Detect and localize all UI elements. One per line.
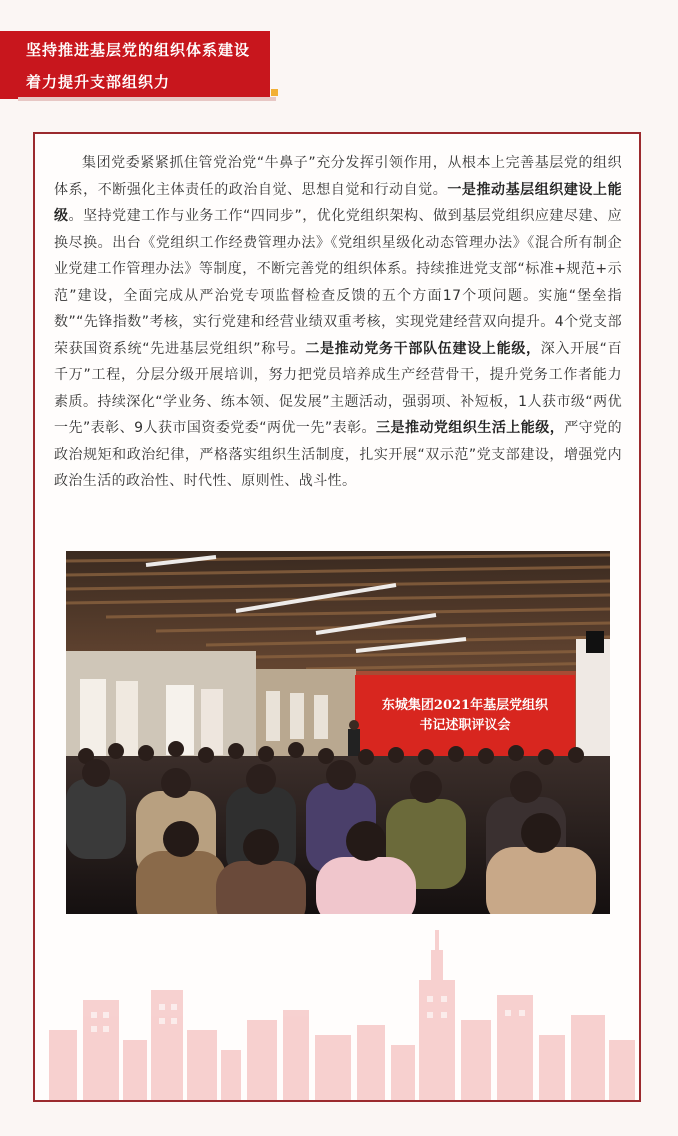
article-paragraph (54, 150, 622, 495)
meeting-photo (66, 551, 610, 914)
article-sentence-3: 深入开展“百千万”工程，分层分级开展培训，努力把党员培养成生产经营骨干，提升党务工作者能力素质。持续深化“学业务、练本领、促发展”主题活动，强弱项、补短板，1人获市级“两优一先”表彰、9人获市国资委党委“两优一先”表彰。 (54, 340, 623, 436)
article-sentence-2: 。坚持党建工作与业务工作“四同步”，优化党组织架构、做到基层党组织应建尽建、应换尽换。出台《党组织工作经费管理办法》《党组织星级化动态管理办法》《混合所有制企业党建工作管理办法》等制度，不断完善党的组织体系。持续推进党支部“标准+规范+示范”建设，全面完成从严治党专项监督检查反馈的五个方面17个项问题。实施“堡垒指数”“先锋指数”考核，实行党建和经营业绩双重考核，实现党建经营双向提升。4个党支部荣获国资系统“先进基层党组织”称号。 (54, 208, 622, 357)
banner-shadow (18, 97, 276, 101)
highlight-3: 三是推动党组织生活上能级， (376, 420, 565, 436)
article-sentence-4: 严守党的政治规矩和政治纪律，严格落实组织生活制度，扎实开展“双示范”党支部建设，增强党内政治生活的政治性、时代性、原则性、战斗性。 (54, 420, 623, 489)
section-title-line-2: 着力提升支部组织力 (26, 73, 171, 91)
highlight-1: 一是推动基层组织建设上能级 (54, 181, 622, 224)
section-title-line-1: 坚持推进基层党的组织体系建设 (26, 41, 251, 59)
article-sentence-1: 集团党委紧紧抓住管党治党“牛鼻子”充分发挥引领作用，从根本上完善基层党的组织体系，不断强化主体责任的政治自觉、思想自觉和行动自觉。 (54, 155, 622, 198)
section-title-banner (0, 31, 270, 99)
banner-accent-dot (271, 89, 278, 96)
screen-title-line-2: 书记述职评议会 (419, 718, 511, 733)
article-body (54, 150, 622, 495)
city-skyline-decoration (35, 920, 639, 1100)
highlight-2: 二是推动党务干部队伍建设上能级， (305, 340, 541, 357)
screen-title-line-1: 东城集团2021年基层党组织 (381, 698, 549, 713)
